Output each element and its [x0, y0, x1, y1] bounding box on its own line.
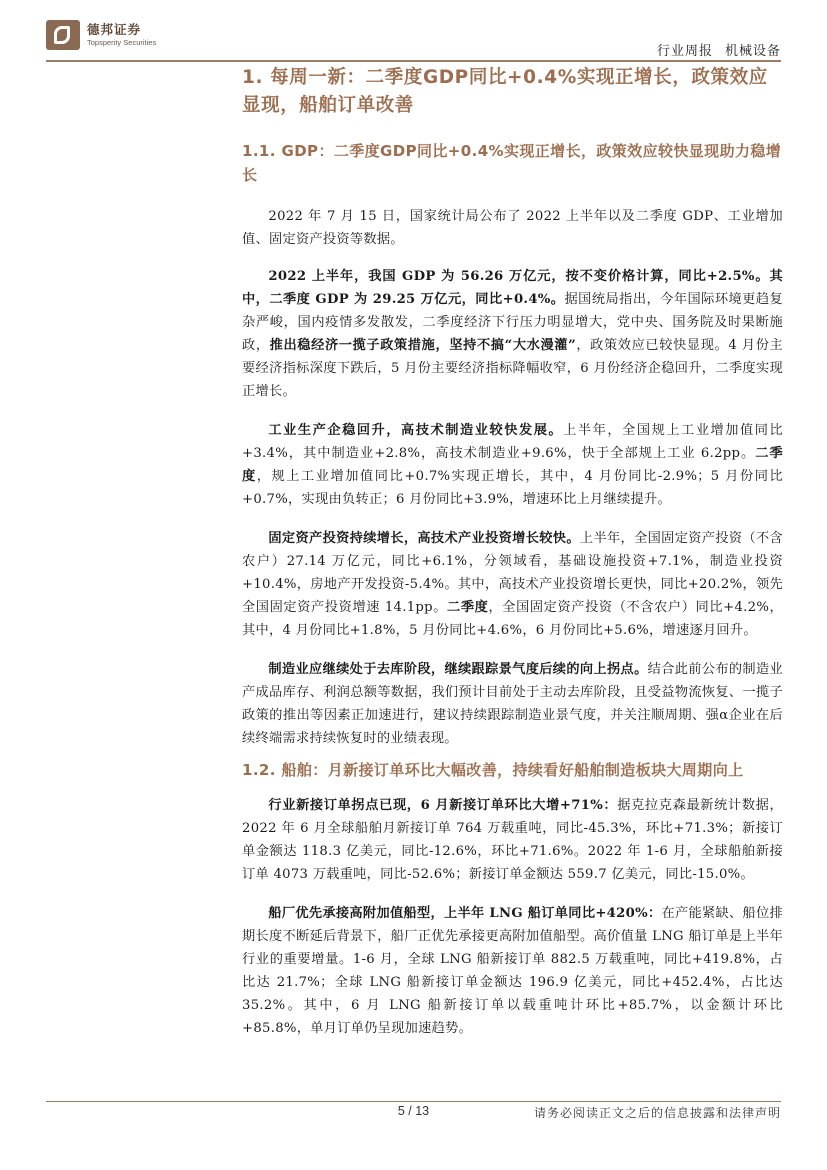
logo-name-cn: 德邦证券 — [87, 21, 142, 37]
logo-mark-icon — [46, 20, 80, 50]
footer-divider — [46, 1101, 781, 1102]
logo-text — [87, 21, 157, 47]
section-1-title: 1. 每周一新：二季度GDP同比+0.4%实现正增长，政策效应显现，船舶订单改善 — [242, 67, 768, 116]
page-number: 5 / 13 — [397, 1104, 430, 1118]
bold-emphasis: 推出稳经济一揽子政策措施，坚持不搞“大水漫灌” — [269, 338, 576, 353]
bold-emphasis: 二季度 — [242, 446, 783, 484]
paragraph: 船厂优先承接高附加值船型，上半年 LNG 船订单同比+420%：在产能紧缺、船位排期长度不断延后背景下，船厂正优先承接更高附加值船型。高价值量 LNG 船订单是上半年行业的重要增量。1-6 月，全球 LNG 船新接订单 882.5 万载重吨，同比+419.8%，占比达 21.7%；全球 LNG 船新接订单金额达 196.9 亿美元，同比+452.4%，占比达 35.2%。其中，6 月 LNG 船新接订单以载重吨计环比+85.7%，以金额计环比+85.8%，单月订单仍呈现加速趋势。 — [242, 906, 784, 1036]
legal-disclaimer: 请务必阅读正文之后的信息披露和法律声明 — [533, 1106, 781, 1120]
bold-lead: 固定资产投资持续增长，高技术产业投资增长较快。 — [268, 531, 580, 546]
main-content — [242, 60, 783, 1040]
industry-name: 机械设备 — [724, 44, 781, 59]
paragraph: 2022 年 7 月 15 日，国家统计局公布了 2022 上半年以及二季度 GDP、工业增加值、固定资产投资等数据。 — [242, 209, 783, 247]
report-type: 行业周报 — [656, 44, 713, 59]
section-1-1-title: 1.1. GDP：二季度GDP同比+0.4%实现正增长，政策效应较快显现助力稳增长 — [242, 142, 782, 184]
bold-emphasis: 二季度 — [447, 600, 489, 615]
bold-lead: 行业新接订单拐点已现，6 月新接订单环比大增+71%： — [268, 798, 618, 813]
paragraph: 行业新接订单拐点已现，6 月新接订单环比大增+71%：据克拉克森最新统计数据，2022 年 6 月全球船舶月新接订单 764 万载重吨，同比-45.3%，环比+71.3%；新接订单金额达 118.3 亿美元，同比-12.6%，环比+71.6%。2022 年 1-6 月，全球船舶新接订单 4073 万载重吨，同比-52.6%；新接订单金额达 559.7 亿美元，同比-15.0%。 — [242, 798, 783, 882]
paragraph: 制造业应继续处于去库阶段，继续跟踪景气度后续的向上拐点。结合此前公布的制造业产成品库存、利润总额等数据，我们预计目前处于主动去库阶段，且受益物流恢复、一揽子政策的推出等因素正加速进行，建议持续跟踪制造业景气度，并关注顺周期、强α企业在后续终端需求持续恢复时的业绩表现。 — [242, 662, 784, 746]
bold-lead: 制造业应继续处于去库阶段，继续跟踪景气度后续的向上拐点。 — [268, 662, 648, 677]
logo-name-en: Topsperity Securities — [87, 38, 157, 47]
bold-lead: 2022 上半年，我国 GDP 为 56.26 万亿元，按不变价格计算，同比+2.5%。其中，二季度 GDP 为 29.25 万亿元，同比+0.4%。 — [242, 269, 783, 307]
bold-lead: 船厂优先承接高附加值船型，上半年 LNG 船订单同比+420%： — [268, 906, 662, 921]
company-logo — [46, 20, 156, 50]
paragraph: 2022 上半年，我国 GDP 为 56.26 万亿元，按不变价格计算，同比+2.5%。其中，二季度 GDP 为 29.25 万亿元，同比+0.4%。据国统局指出，今年国际环境更趋复杂严峻，国内疫情多发散发，二季度经济下行压力明显增大，党中央、国务院及时果断施政，推出稳经济一揽子政策措施，坚持不搞“大水漫灌”，政策效应已较快显现。4 月份主要经济指标深度下跌后，5 月份主要经济指标降幅收窄，6 月份经济企稳回升，二季度实现正增长。 — [242, 269, 783, 399]
section-1-2-title: 1.2. 船舶：月新接订单环比大幅改善，持续看好船舶制造板块大周期向上 — [242, 761, 744, 779]
header-tags — [657, 40, 781, 59]
bold-lead: 工业生产企稳回升，高技术制造业较快发展。 — [268, 423, 564, 438]
paragraph: 固定资产投资持续增长，高技术产业投资增长较快。上半年，全国固定资产投资（不含农户）27.14 万亿元，同比+6.1%，分领域看，基础设施投资+7.1%，制造业投资+10.4%，房地产开发投资-5.4%。其中，高技术产业投资增长更快，同比+20.2%，领先全国固定资产投资增速 14.1pp。二季度，全国固定资产投资（不含农户）同比+4.2%，其中，4 月份同比+1.8%，5 月份同比+4.6%，6 月份同比+5.6%，增速逐月回升。 — [242, 531, 784, 638]
paragraph: 工业生产企稳回升，高技术制造业较快发展。上半年，全国规上工业增加值同比+3.4%，其中制造业+2.8%，高技术制造业+9.6%，快于全部规上工业 6.2pp。二季度，规上工业增加值同比+0.7%实现正增长，其中，4 月份同比-2.9%；5 月份同比+0.7%，实现由负转正；6 月份同比+3.9%，增速环比上月继续提升。 — [242, 423, 784, 507]
